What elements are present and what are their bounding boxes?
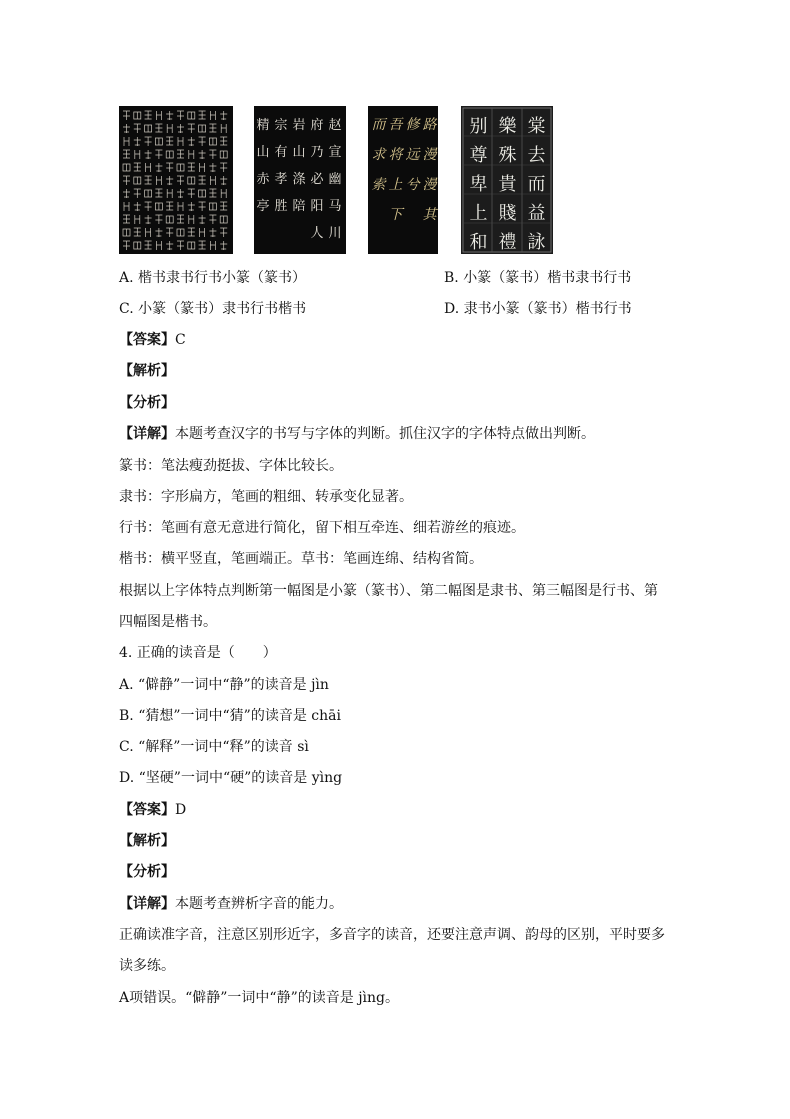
seal-script-image — [119, 106, 233, 254]
q3-option-c: C. 小篆（篆书）隶书行书楷书 — [119, 301, 307, 317]
q4-detail — [119, 894, 343, 914]
lishu-box-column: 赵 宣 幽 马 川 — [328, 118, 342, 241]
q3-point-clerical: 隶书：字形扁方，笔画的粗细、转承变化显著。 — [119, 489, 413, 505]
q3-point-running: 行书：笔画有意无意进行简化，留下相互牵连、细若游丝的痕迹。 — [119, 520, 525, 536]
q3-conclusion-line2: 四幅图是楷书。 — [119, 614, 217, 630]
kaishu-box-column: 樂 殊 貴 賤 禮 — [498, 116, 517, 253]
answer-value: D — [175, 802, 187, 818]
detail-label: 【详解】 — [119, 896, 175, 912]
lishu-box-column: 精 山 赤 亭 — [256, 118, 270, 214]
q4-explain-line1: 正确读准字音，注意区别形近字，多音字的读音，还要注意声调、韵母的区别，平时要多 — [119, 927, 665, 943]
q4-fenxi-label: 【分析】 — [119, 864, 175, 880]
lishu-box-column: 岩 山 涤 陪 — [292, 118, 306, 214]
q4-option-d: D. “坚硬”一词中“硬”的读音是 yìng — [119, 770, 343, 786]
q3-answer — [119, 330, 186, 350]
xingshu-box-column: 而 求 索 — [371, 117, 386, 193]
answer-label: 【答案】 — [119, 332, 175, 348]
q4-answer — [119, 800, 186, 820]
q3-detail — [119, 424, 595, 444]
answer-label: 【答案】 — [119, 802, 175, 818]
xingshu-box-column: 路 漫 漫 其 — [422, 117, 437, 223]
xingshu-box-column: 修 远 兮 — [405, 117, 420, 193]
regular-script-image — [461, 106, 553, 254]
q3-option-b: B. 小篆（篆书）楷书隶书行书 — [444, 270, 632, 286]
q4-option-b: B. “猜想”一词中“猜”的读音是 chāi — [119, 708, 341, 724]
lishu-box-column: 宗 有 孝 胜 — [274, 118, 288, 214]
q4-stem: 4. 正确的读音是（ ） — [119, 645, 277, 661]
detail-label: 【详解】 — [119, 426, 175, 442]
q3-option-d: D. 隶书小篆（篆书）楷书行书 — [444, 301, 632, 317]
q3-fenxi-label: 【分析】 — [119, 395, 175, 411]
q4-explain-line3: A项错误。“僻静”一词中“静”的读音是 jìng。 — [119, 990, 399, 1006]
xingshu-box-column: 吾 将 上 下 — [388, 117, 403, 223]
clerical-script-image — [254, 106, 346, 254]
lishu-box-column: 府 乃 必 阳 人 — [310, 118, 324, 241]
q3-point-seal: 篆书：笔法瘦劲挺拔、字体比较长。 — [119, 458, 343, 474]
q3-point-regular: 楷书：横平竖直，笔画端正。草书：笔画连绵、结构省简。 — [119, 551, 483, 567]
answer-value: C — [175, 332, 186, 348]
kaishu-box-column: 棠 去 而 益 詠 — [527, 116, 546, 253]
running-script-image — [368, 106, 438, 254]
q4-option-a: A. “僻静”一词中“静”的读音是 jìn — [119, 677, 329, 693]
detail-text: 本题考查汉字的书写与字体的判断。抓住汉字的字体特点做出判断。 — [175, 426, 595, 442]
q4-option-c: C. “解释”一词中“释”的读音 sì — [119, 739, 309, 755]
q3-conclusion-line1: 根据以上字体特点判断第一幅图是小篆（篆书）、第二幅图是隶书、第三幅图是行书、第 — [119, 583, 658, 599]
kaishu-box-column: 别 尊 卑 上 和 — [469, 116, 488, 253]
detail-text: 本题考查辨析字音的能力。 — [175, 896, 343, 912]
q3-option-a: A. 楷书隶书行书小篆（篆书） — [119, 270, 307, 286]
q4-explain-line2: 读多练。 — [119, 958, 175, 974]
q3-analysis-label: 【解析】 — [119, 363, 175, 379]
q4-analysis-label: 【解析】 — [119, 833, 175, 849]
